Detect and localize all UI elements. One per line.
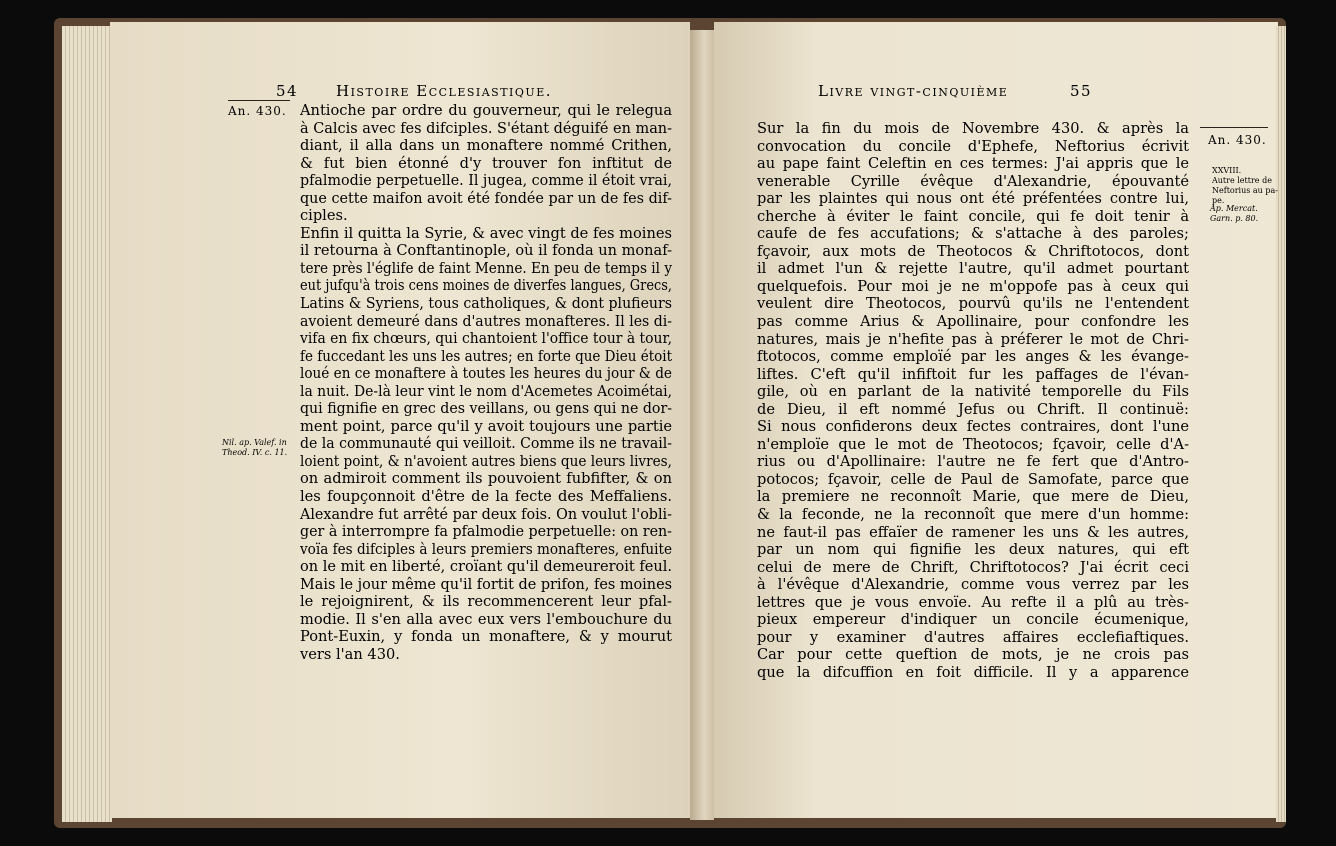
text-line: Mais le jour même qu'il fortit de prifon, fes moines	[300, 575, 673, 593]
text-line: liftes. C'eft qu'il infiftoit fur les paffages de l'évan-	[757, 365, 1189, 383]
text-line: Si nous confiderons deux fectes contraires, dont l'une	[757, 418, 1190, 436]
text-line: Alexandre fut arrêté par deux fois. On voulut l'obli-	[300, 505, 672, 523]
left-margin-year: An. 430.	[228, 104, 287, 118]
text-line: Pont-Euxin, y fonda un monaftere, & y mourut	[300, 628, 672, 646]
text-line: eut jufqu'à trois cens moines de diverfes langues, Grecs,	[300, 277, 673, 295]
text-line: au pape faint Celeftin en ces termes: J'ai appris que le	[757, 155, 1190, 173]
text-line: qui fignifie en grec des veillans, ou gens qui ne dor-	[300, 400, 673, 418]
text-line: caufe de fes accufations; & s'attache à des paroles;	[757, 225, 1189, 243]
text-line: avoient demeuré dans d'autres monafteres. Il les di-	[300, 312, 672, 330]
text-line: natures, mais je n'hefite pas à préferer le mot de Chri-	[757, 330, 1189, 348]
text-line: gile, où en parlant de la nativité temporelle du Fils	[757, 383, 1189, 401]
right-running-title: Livre vingt-cinquième	[818, 82, 1009, 100]
text-line: cherche à éviter le faint concile, qui fe doit tenir à	[757, 207, 1190, 225]
text-line: ftotocos, comme emploïé par les anges & les évange-	[757, 348, 1189, 366]
text-line: de la communauté qui veilloit. Comme ils ne travail-	[300, 435, 673, 453]
left-margin-citation: Nil. ap. Valef. in Theod. IV. c. 11.	[222, 438, 288, 457]
text-line: Car pour cette queftion de mots, je ne crois pas	[757, 646, 1190, 664]
page-edges-right	[1276, 26, 1286, 822]
right-margin-year: An. 430.	[1208, 133, 1267, 147]
text-line: diant, il alla dans un monaftere nommé Crithen,	[300, 137, 672, 155]
text-line: voïa fes difciples à leurs premiers monafteres, enfuite	[300, 540, 672, 558]
text-line: convocation du concile d'Ephefe, Neftorius écrivit	[757, 137, 1190, 155]
text-line: fçavoir, aux mots de Theotocos & Chriftotocos, dont	[757, 242, 1190, 260]
right-body-text	[757, 120, 1189, 682]
text-line: Enfin il quitta la Syrie, & avec vingt de fes moines	[300, 224, 672, 242]
left-body-text	[300, 102, 719, 664]
text-line: à Calcis avec fes difciples. S'étant déguifé en man-	[300, 119, 673, 137]
text-line: pfalmodie perpetuelle. Il jugea, comme il étoit vrai,	[300, 172, 673, 190]
text-line: on admiroit comment ils pouvoient fubfifter, & on	[300, 470, 672, 488]
text-line: pieux empereur d'indiquer un concile écumenique,	[757, 611, 1190, 629]
text-line: tere près l'églife de faint Menne. En peu de temps il y	[300, 259, 673, 277]
left-margin-rule	[228, 100, 290, 101]
text-line: loué en ce monaftere à toutes les heures du jour & de	[300, 365, 672, 383]
text-line: Latins & Syriens, tous catholiques, & dont plufieurs	[300, 295, 673, 313]
text-line: la nuit. De-là leur vint le nom d'Acemetes Acoimétai,	[300, 382, 673, 400]
text-line: par un nom qui fignifie les deux natures, qui eft	[757, 541, 1189, 559]
text-line: par les plaintes qui nous ont été préfentées contre lui,	[757, 190, 1190, 208]
text-line: potocos; fçavoir, celle de Paul de Samofate, parce que	[757, 470, 1190, 488]
text-line: rius ou d'Apollinaire: l'autre ne fe fert que d'Antro-	[757, 453, 1189, 471]
text-line: n'emploïe que le mot de Theotocos; fçavoir, celle d'A-	[757, 435, 1190, 453]
text-line: pour y examiner d'autres affaires ecclefiaftiques.	[757, 628, 1189, 646]
text-line: le rejoignirent, & ils recommencerent leur pfal-	[300, 593, 672, 611]
text-line: venerable Cyrille évêque d'Alexandrie, épouvanté	[757, 172, 1189, 190]
text-line: ciples.	[300, 207, 348, 225]
text-line: les foupçonnoit d'être de la fecte des Meffaliens.	[300, 488, 672, 506]
text-line: lettres que je vous envoïe. Au refte il a plû au très-	[757, 593, 1189, 611]
text-line: à l'évêque d'Alexandrie, comme vous verrez par les	[757, 576, 1190, 594]
text-line: ment point, parce qu'il y avoit toujours une partie	[300, 417, 673, 435]
text-line: quelquefois. Pour moi je ne m'oppofe pas à ceux qui	[757, 277, 1189, 295]
text-line: ger à interrompre fa pfalmodie perpetuelle: on ren-	[300, 523, 672, 541]
text-line: & la feconde, ne la reconnoît que mere d'un homme:	[757, 506, 1190, 524]
right-margin-note: XXVIII. Autre lettre de Neftorius au pa- pe.	[1212, 166, 1278, 205]
text-line: Antioche par ordre du gouverneur, qui le relegua	[300, 102, 673, 119]
left-running-title: Histoire Ecclesiastique.	[336, 82, 552, 100]
text-line: il admet l'un & rejette l'autre, qu'il admet pourtant	[757, 260, 1189, 278]
text-line: celui de mere de Chrift, Chriftotocos? J'ai écrit ceci	[757, 558, 1189, 576]
text-line: vifa en fix chœurs, qui chantoient l'office tour à tour,	[300, 330, 672, 348]
text-line: que la difcuffion en foit difficile. Il y a apparence	[757, 663, 1190, 681]
text-line: la premiere ne reconnoît Marie, que mere de Dieu,	[757, 488, 1189, 506]
right-page-number: 55	[1070, 82, 1093, 100]
text-line: que cette maifon avoit été fondée par un de fes dif-	[300, 189, 673, 207]
text-line: veulent dire Theotocos, pourvû qu'ils ne l'entendent	[757, 295, 1189, 313]
text-line: pas comme Arius & Apollinaire, pour confondre les	[757, 313, 1190, 331]
text-line: il retourna à Conftantinople, où il fonda un monaf-	[300, 242, 673, 260]
text-line: ne faut-il pas effaïer de ramener les uns & les autres,	[757, 523, 1189, 541]
left-page-number: 54	[276, 82, 299, 100]
text-line: vers l'an 430.	[300, 645, 400, 663]
right-margin-citation: Ap. Mercat. Garn. p. 80.	[1210, 204, 1259, 223]
text-line: on le mit en liberté, croïant qu'il demeureroit feul.	[300, 558, 673, 576]
right-margin-rule	[1200, 127, 1268, 128]
text-line: fe fuccedant les uns les autres; en forte que Dieu étoit	[300, 347, 673, 365]
text-line: modie. Il s'en alla avec eux vers l'embouchure du	[300, 610, 672, 628]
text-line: & fut bien étonné d'y trouver fon inftitut de	[300, 154, 672, 172]
page-edges-left	[62, 26, 112, 822]
text-line: Sur la fin du mois de Novembre 430. & après la	[757, 120, 1189, 137]
text-line: de Dieu, il eft nommé Jefus ou Chrift. Il continuë:	[757, 400, 1189, 418]
text-line: loient point, & n'avoient autres biens que leurs livres,	[300, 452, 672, 470]
